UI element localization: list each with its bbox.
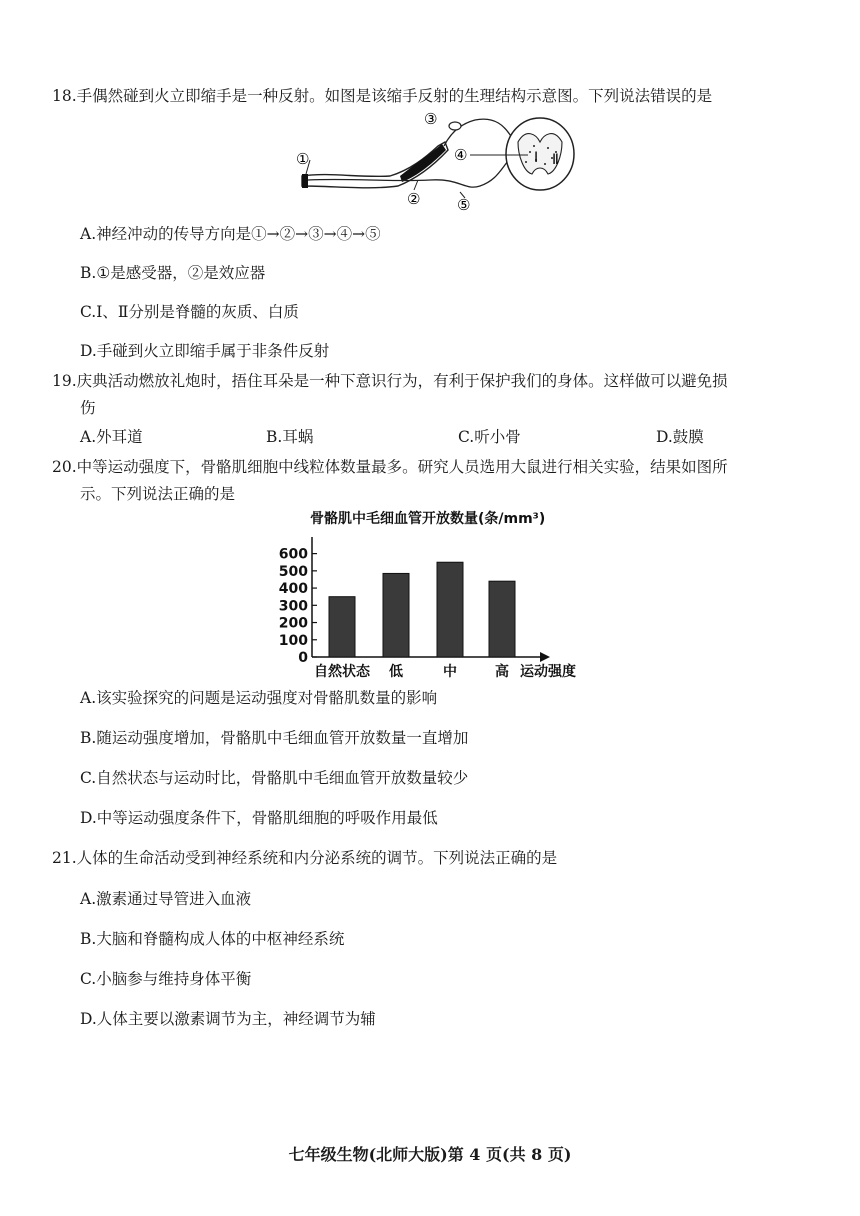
q18-option-d: D.手碰到火立即缩手属于非条件反射	[80, 342, 330, 360]
q18-option-b: B.①是感受器，②是效应器	[80, 264, 266, 282]
q19-stem-line2: 伤	[80, 399, 96, 417]
q20-option-c: C.自然状态与运动时比，骨骼肌中毛细血管开放数量较少	[80, 769, 469, 787]
bar-2	[437, 562, 463, 657]
q19-option-d: D.鼓膜	[656, 428, 704, 446]
label-II	[552, 152, 559, 168]
y-tick-label: 200	[278, 615, 308, 632]
svg-text:⑤: ⑤	[457, 196, 471, 212]
reflex-arc-diagram	[290, 106, 580, 212]
label-2	[407, 180, 420, 208]
q21-option-c: C.小脑参与维持身体平衡	[80, 970, 252, 988]
q20-option-d: D.中等运动强度条件下，骨骼肌细胞的呼吸作用最低	[80, 809, 438, 827]
q20-stem-line1: 20.中等运动强度下，骨骼肌细胞中线粒体数量最多。研究人员选用大鼠进行相关实验，结果如图所	[52, 458, 728, 476]
q20-stem-line2: 示。下列说法正确的是	[80, 485, 236, 503]
q19-option-b: B.耳蜗	[266, 428, 314, 446]
capillary-bar-chart	[270, 505, 590, 683]
q19-option-a: A.外耳道	[80, 428, 143, 446]
q20-option-a: A.该实验探究的问题是运动强度对骨骼肌数量的影响	[80, 689, 438, 707]
q18-option-c: C.Ⅰ、Ⅱ分别是脊髓的灰质、白质	[80, 303, 299, 321]
svg-text:②: ②	[407, 190, 421, 208]
q21-stem: 21.人体的生命活动受到神经系统和内分泌系统的调节。下列说法正确的是	[52, 849, 558, 867]
ganglion	[449, 122, 461, 130]
receptor-mark	[302, 174, 308, 188]
q19-stem-line1: 19.庆典活动燃放礼炮时，捂住耳朵是一种下意识行为，有利于保护我们的身体。这样做可以避免损	[52, 372, 728, 390]
y-tick-label: 400	[278, 581, 308, 598]
x-axis-arrow	[540, 652, 550, 662]
y-tick-label: 300	[278, 598, 308, 615]
x-axis-label: 运动强度	[520, 664, 576, 680]
bar-3	[489, 581, 515, 657]
bars	[329, 562, 515, 657]
q21-option-b: B.大脑和脊髓构成人体的中枢神经系统	[80, 930, 345, 948]
svg-text:③: ③	[424, 110, 438, 128]
x-tick-label: 高	[495, 664, 509, 680]
x-tick-label: 低	[389, 664, 403, 680]
bar-1	[383, 573, 409, 657]
svg-text:Ⅱ: Ⅱ	[552, 152, 559, 168]
svg-text:④: ④	[454, 146, 468, 164]
label-I	[534, 150, 538, 166]
page-footer: 七年级生物(北师大版)第 4 页(共 8 页)	[288, 1145, 572, 1164]
q21-option-a: A.激素通过导管进入血液	[80, 890, 252, 908]
label-5	[457, 192, 470, 212]
q18-stem: 18.手偶然碰到火立即缩手是一种反射。如图是该缩手反射的生理结构示意图。下列说法错误的是	[52, 87, 713, 105]
label-3	[424, 110, 437, 128]
y-tick-label: 500	[278, 563, 308, 580]
q21-option-d: D.人体主要以激素调节为主，神经调节为辅	[80, 1010, 376, 1028]
y-tick-label: 100	[278, 632, 308, 649]
svg-text:Ⅰ: Ⅰ	[534, 150, 539, 166]
q20-option-b: B.随运动强度增加，骨骼肌中毛细血管开放数量一直增加	[80, 729, 469, 747]
y-tick-label: 600	[278, 546, 308, 563]
label-1	[296, 150, 310, 174]
q18-option-a: A.神经冲动的传导方向是①→②→③→④→⑤	[80, 225, 381, 243]
q19-option-c: C.听小骨	[458, 428, 521, 446]
svg-text:①: ①	[296, 150, 310, 168]
x-tick-label: 自然状态	[314, 664, 370, 680]
muscle-effector	[400, 144, 446, 182]
x-tick-label: 中	[443, 664, 457, 680]
chart-title: 骨骼肌中毛细血管开放数量(条/mm³)	[310, 511, 546, 527]
bar-0	[329, 597, 355, 657]
y-tick-label: 0	[298, 650, 308, 666]
x-axis-labels	[314, 663, 509, 680]
